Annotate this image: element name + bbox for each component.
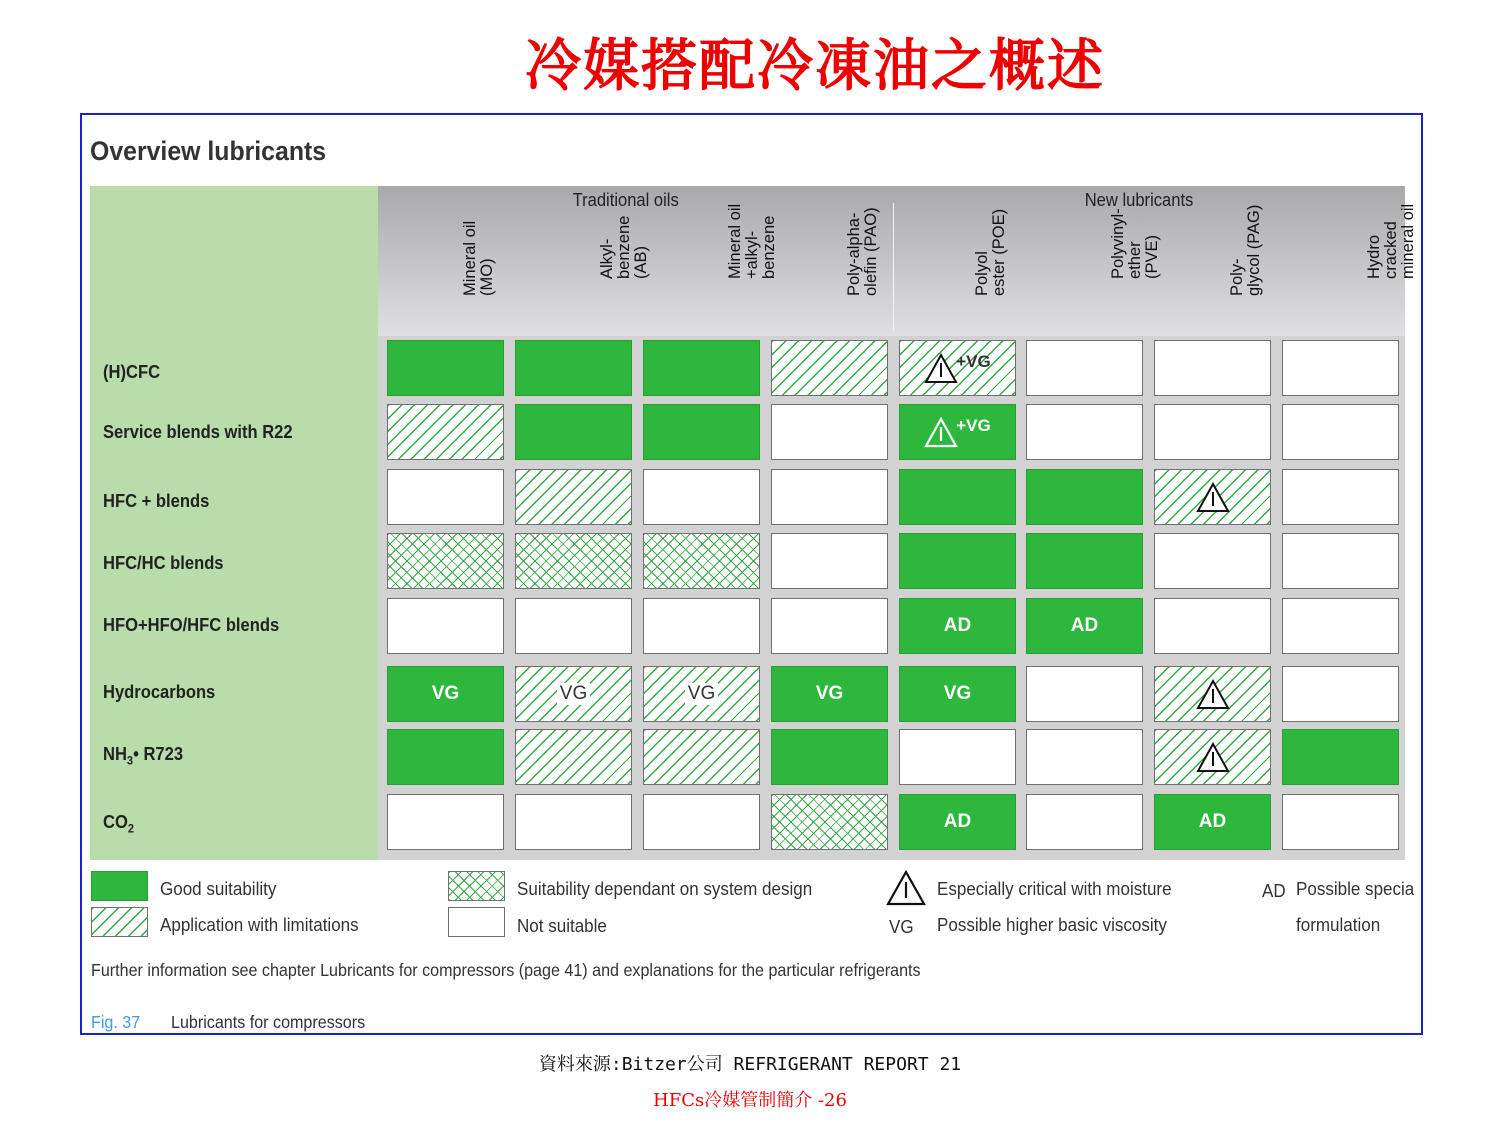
warning-triangle-icon xyxy=(1196,742,1230,773)
matrix-cell xyxy=(643,469,760,525)
warning-triangle-icon xyxy=(924,417,958,448)
column-header-label: Alkyl- benzene (AB) xyxy=(597,215,650,279)
further-info-note: Further information see chapter Lubricants for compressors (page 41) and explanations for the particular refrigerants xyxy=(91,960,921,980)
matrix-cell xyxy=(387,533,504,589)
figure-title: Overview lubricants xyxy=(90,136,327,166)
matrix-cell xyxy=(1282,533,1399,589)
viscosity-mark: VG xyxy=(815,683,844,704)
matrix-cell xyxy=(771,469,888,525)
legend-dependant: Suitability dependant on system design xyxy=(517,878,813,899)
legend-not-suitable: Not suitable xyxy=(517,915,607,936)
matrix-cell xyxy=(515,469,632,525)
special-formulation-mark: AD xyxy=(1198,811,1227,832)
matrix-cell xyxy=(1154,404,1271,460)
matrix-cell xyxy=(771,340,888,396)
matrix-cell xyxy=(771,404,888,460)
matrix-cell xyxy=(387,666,504,722)
matrix-cell xyxy=(1154,340,1271,396)
matrix-cell xyxy=(643,404,760,460)
column-header-label: Polyvinyl- ether (PVE) xyxy=(1108,208,1161,279)
legend-swatch-not-suitable xyxy=(448,907,505,937)
source-citation: 資料來源:Bitzer公司 REFRIGERANT REPORT 21 xyxy=(538,1054,962,1075)
column-header-label: Poly- glycol (PAG) xyxy=(1228,204,1263,296)
matrix-cell xyxy=(899,729,1016,785)
legend-ad-text-2: formulation xyxy=(1296,914,1381,935)
matrix-cell xyxy=(387,598,504,654)
matrix-cell xyxy=(771,666,888,722)
matrix-cell xyxy=(1282,404,1399,460)
column-header xyxy=(771,200,899,330)
column-header-label: Hydro cracked mineral oil xyxy=(1364,203,1417,279)
matrix-cell xyxy=(1026,340,1143,396)
column-header-label: Mineral oil (MO) xyxy=(461,220,496,296)
row-label: HFC + blends xyxy=(103,491,210,511)
legend-moisture: Especially critical with moisture xyxy=(937,878,1172,899)
matrix-cell xyxy=(387,404,504,460)
matrix-cell xyxy=(1282,729,1399,785)
legend-good: Good suitability xyxy=(160,878,277,899)
matrix-cell xyxy=(515,666,632,722)
matrix-cell xyxy=(1026,666,1143,722)
matrix-cell xyxy=(899,340,1016,396)
row-label: $NH_3•$ R723 xyxy=(103,744,184,768)
matrix-cell xyxy=(1026,469,1143,525)
matrix-cell xyxy=(1026,598,1143,654)
legend-swatch-dependant xyxy=(448,871,505,901)
viscosity-mark: +VG xyxy=(956,416,991,435)
column-header-label: Poly-alpha- olefin (PAO) xyxy=(845,207,880,296)
row-label: HFO+HFO/HFC blends xyxy=(103,615,280,635)
matrix-cell xyxy=(1026,729,1143,785)
matrix-cell xyxy=(643,340,760,396)
matrix-cell xyxy=(1282,794,1399,850)
row-label: Service blends with R22 xyxy=(103,422,293,442)
column-header xyxy=(515,200,650,330)
matrix-cell xyxy=(1154,666,1271,722)
special-formulation-mark: AD xyxy=(1070,615,1099,636)
matrix-cell xyxy=(387,794,504,850)
matrix-cell xyxy=(1154,794,1271,850)
matrix-cell xyxy=(387,469,504,525)
column-header-label: Mineral oil +alkyl- benzene xyxy=(725,203,778,279)
matrix-cell xyxy=(1154,533,1271,589)
legend-ad-text-1: Possible specia xyxy=(1296,878,1415,899)
matrix-cell xyxy=(515,340,632,396)
matrix-cell xyxy=(1282,469,1399,525)
matrix-cell xyxy=(1154,729,1271,785)
matrix-cell xyxy=(643,533,760,589)
matrix-cell xyxy=(1154,469,1271,525)
matrix-cell xyxy=(1154,598,1271,654)
column-header xyxy=(387,200,515,330)
legend-vg-text: Possible higher basic viscosity xyxy=(937,914,1167,935)
matrix-cell xyxy=(899,666,1016,722)
row-label: $CO_2$ xyxy=(103,812,134,836)
special-formulation-mark: AD xyxy=(943,615,972,636)
viscosity-mark: VG xyxy=(685,683,718,705)
warning-triangle-icon xyxy=(1196,482,1230,513)
legend-limited: Application with limitations xyxy=(160,914,359,935)
matrix-cell xyxy=(643,666,760,722)
matrix-cell xyxy=(1282,666,1399,722)
matrix-cell xyxy=(515,533,632,589)
matrix-cell xyxy=(515,729,632,785)
matrix-cell xyxy=(771,533,888,589)
figure-label: Fig. 37 xyxy=(91,1012,141,1032)
matrix-cell xyxy=(771,729,888,785)
group-traditional-oils: Traditional oils xyxy=(572,190,679,210)
row-label: Hydrocarbons xyxy=(103,682,216,702)
matrix-cell xyxy=(1282,340,1399,396)
matrix-cell xyxy=(899,469,1016,525)
column-header xyxy=(1282,200,1417,330)
matrix-cell xyxy=(515,598,632,654)
matrix-cell xyxy=(899,404,1016,460)
column-header xyxy=(899,200,1027,330)
matrix-cell xyxy=(387,340,504,396)
column-header-label: Polyol ester (POE) xyxy=(973,208,1008,296)
warning-triangle-icon xyxy=(924,353,958,384)
column-header xyxy=(1154,200,1282,330)
special-formulation-mark: AD xyxy=(943,811,972,832)
matrix-cell xyxy=(515,404,632,460)
legend-swatch-limited xyxy=(91,907,148,937)
matrix-cell xyxy=(643,794,760,850)
viscosity-mark: VG xyxy=(943,683,972,704)
viscosity-mark: VG xyxy=(557,683,590,705)
column-header xyxy=(643,200,778,330)
figure-caption: Lubricants for compressors xyxy=(171,1012,366,1032)
matrix-cell xyxy=(771,794,888,850)
matrix-cell xyxy=(643,729,760,785)
matrix-cell xyxy=(387,729,504,785)
matrix-cell xyxy=(1026,794,1143,850)
viscosity-mark: VG xyxy=(431,683,460,704)
matrix-cell xyxy=(899,598,1016,654)
matrix-cell xyxy=(1282,598,1399,654)
row-label: (H)CFC xyxy=(103,362,161,382)
viscosity-mark: +VG xyxy=(956,352,991,371)
matrix-cell xyxy=(1026,533,1143,589)
column-header xyxy=(1026,200,1161,330)
matrix-cell xyxy=(643,598,760,654)
warning-triangle-icon xyxy=(886,870,926,911)
matrix-cell xyxy=(771,598,888,654)
warning-triangle-icon xyxy=(1196,679,1230,710)
matrix-cell xyxy=(1026,404,1143,460)
matrix-cell xyxy=(515,794,632,850)
legend-vg-abbr: VG xyxy=(889,916,914,937)
legend-ad-abbr: AD xyxy=(1262,880,1286,901)
matrix-cell xyxy=(899,794,1016,850)
slide-title: 冷媒搭配冷凍油之概述 xyxy=(525,33,1105,99)
matrix-cell xyxy=(899,533,1016,589)
slide-footer: HFCs冷媒管制簡介 -26 xyxy=(653,1090,847,1111)
legend-swatch-good xyxy=(91,871,148,901)
group-new-lubricants: New lubricants xyxy=(1084,190,1194,210)
row-label: HFC/HC blends xyxy=(103,553,224,573)
